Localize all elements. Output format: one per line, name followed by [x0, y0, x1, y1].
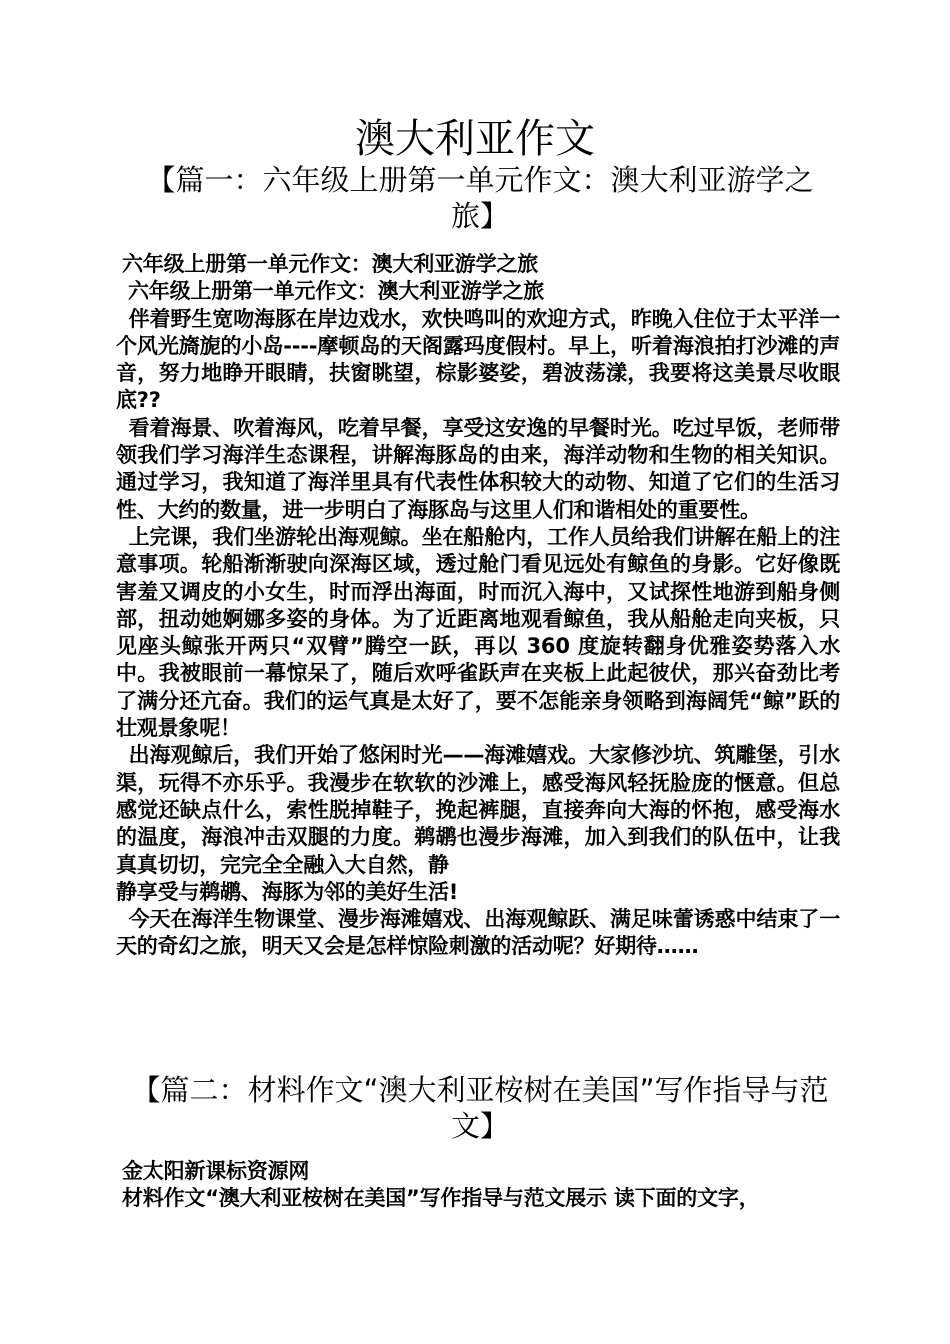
section-1-subtitle-1: 六年级上册第一单元作文：澳大利亚游学之旅: [122, 252, 538, 276]
document-title: 澳大利亚作文: [355, 116, 595, 162]
section-2-source: 金太阳新课标资源网: [122, 1159, 310, 1183]
section-1-heading-line-1: 【篇一：六年级上册第一单元作文：澳大利亚游学之: [146, 163, 814, 197]
section-1-heading: [130, 162, 830, 234]
paragraph-6: 今天在海洋生物课堂、漫步海滩嬉戏、出海观鲸跃、满足味蕾诱惑中结束了一天的奇幻之旅，明天又会是怎样惊险刺激的活动呢？好期待……: [116, 907, 840, 959]
section-2-body: [116, 1158, 840, 1213]
paragraph-4: 出海观鲸后，我们开始了悠闲时光——海滩嬉戏。大家修沙坑、筑雕堡，引水渠，玩得不亦乐乎。我漫步在软软的沙滩上，感受海风轻抚脸庞的惬意。但总感觉还缺点什么，索性脱掉鞋子，挽起裤腿，直接奔向大海的怀抱，感受海水的温度，海浪冲击双腿的力度。鹈鹕也漫步海滩，加入到我们的队伍中，让我真真切切，完完全全融入大自然，静: [116, 743, 840, 877]
section-1-subtitle-2: 六年级上册第一单元作文：澳大利亚游学之旅: [128, 279, 544, 304]
section-1-heading-line-2: 旅】: [450, 199, 509, 233]
paragraph-2: 看着海景、吹着海风，吃着早餐，享受这安逸的早餐时光。吃过早饭，老师带领我们学习海洋生态课程，讲解海豚岛的由来，海洋动物和生物的相关知识。通过学习，我知道了海洋里具有代表性体积较大的动物、知道了它们的生活习性、大约的数量，进一步明白了海豚岛与这里人们和谐相处的重要性。: [116, 415, 840, 522]
section-2-heading: [130, 1072, 830, 1144]
paragraph-5: 静享受与鹈鹕、海豚为邻的美好生活!: [116, 879, 459, 904]
section-2-intro: 材料作文“澳大利亚桉树在美国”写作指导与范文展示 读下面的文字，: [122, 1186, 760, 1211]
section-2-heading-line-1: 【篇二：材料作文“澳大利亚桉树在美国”写作指导与范: [131, 1073, 829, 1107]
section-2-heading-line-2: 文】: [450, 1109, 509, 1143]
section-1-body: [116, 251, 840, 961]
paragraph-3: 上完课，我们坐游轮出海观鲸。坐在船舱内，工作人员给我们讲解在船上的注意事项。轮船渐渐驶向深海区域，透过舱门看见远处有鲸鱼的身影。它好像既害羞又调皮的小女生，时而浮出海面，时而沉入海中，又试探性地游到船身侧部，扭动她婀娜多姿的身体。为了近距离地观看鲸鱼，我从船舱走向夹板，只见座头鲸张开两只“双臂”腾空一跃，再以 360 度旋转翻身优雅姿势落入水中。我被眼前一幕惊呆了，随后欢呼雀跃声在夹板上此起彼伏，那兴奋劲比考了满分还亢奋。我们的运气真是太好了，要不怎能亲身领略到海阔凭“鲸”跃的壮观景象呢！: [116, 524, 840, 741]
paragraph-1: 伴着野生宽吻海豚在岸边戏水，欢快鸣叫的欢迎方式，昨晚入住位于太平洋一个风光旖旎的小岛----摩顿岛的天阁露玛度假村。早上，听着海浪拍打沙滩的声音，努力地睁开眼睛，扶窗眺望，棕影婆娑，碧波荡漾，我要将这美景尽收眼底??: [116, 306, 840, 413]
